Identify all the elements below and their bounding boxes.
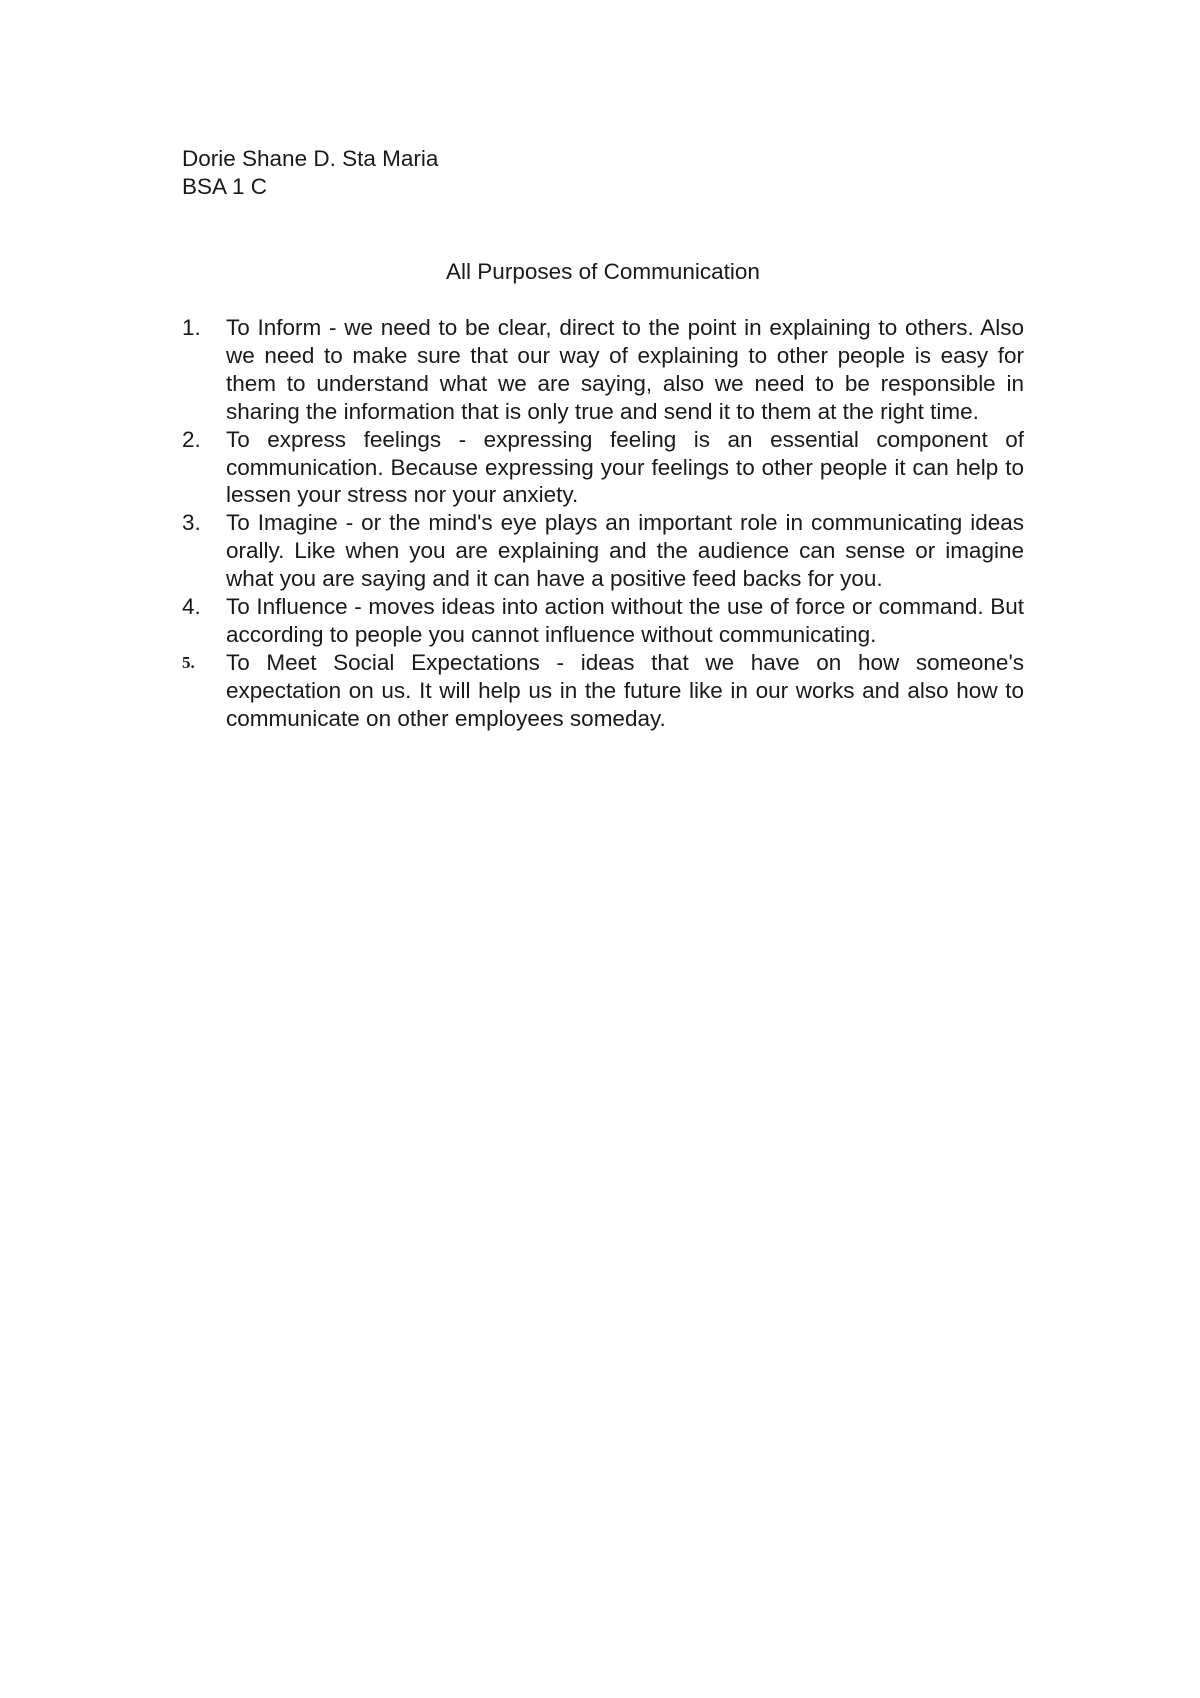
purpose-list bbox=[182, 314, 1024, 733]
item-text: To Inform - we need to be clear, direct to the point in explaining to others. Also we need to make sure that our way of explaining to other people is easy for them to understand what we are saying, also we need to be responsible in sharing the information that is only true and send it to them at the right time. bbox=[226, 315, 1024, 424]
document-title: All Purposes of Communication bbox=[446, 259, 760, 284]
item-text: To Imagine - or the mind's eye plays an important role in communicating ideas orally. Like when you are explaining and the audience can sense or imagine what you are saying and it can have a positive feed backs for you. bbox=[226, 510, 1024, 592]
item-text: To Meet Social Expectations - ideas that we have on how someone's expectation on us. It will help us in the future like in our works and also how to communicate on other employees someday. bbox=[226, 649, 1024, 731]
item-text: To Influence - moves ideas into action without the use of force or command. But according to people you cannot influence without communicating. bbox=[226, 594, 1024, 647]
list-item bbox=[182, 649, 1024, 733]
item-number: 4. bbox=[182, 594, 201, 620]
item-number: 2. bbox=[182, 426, 201, 452]
item-number: 5. bbox=[182, 652, 195, 672]
item-number: 1. bbox=[182, 315, 201, 340]
item-number: 3. bbox=[182, 510, 201, 536]
list-item bbox=[182, 314, 1024, 426]
item-text: To express feelings - expressing feeling is an essential component of communication. Because expressing your feelings to other people it can help to lessen your stress nor your anxiety. bbox=[226, 426, 1024, 508]
list-item bbox=[182, 593, 1024, 649]
author-name: Dorie Shane D. Sta Maria bbox=[182, 146, 439, 171]
class-section: BSA 1 C bbox=[182, 174, 268, 199]
author-header bbox=[182, 145, 438, 201]
list-item bbox=[182, 509, 1024, 593]
list-item bbox=[182, 426, 1024, 510]
